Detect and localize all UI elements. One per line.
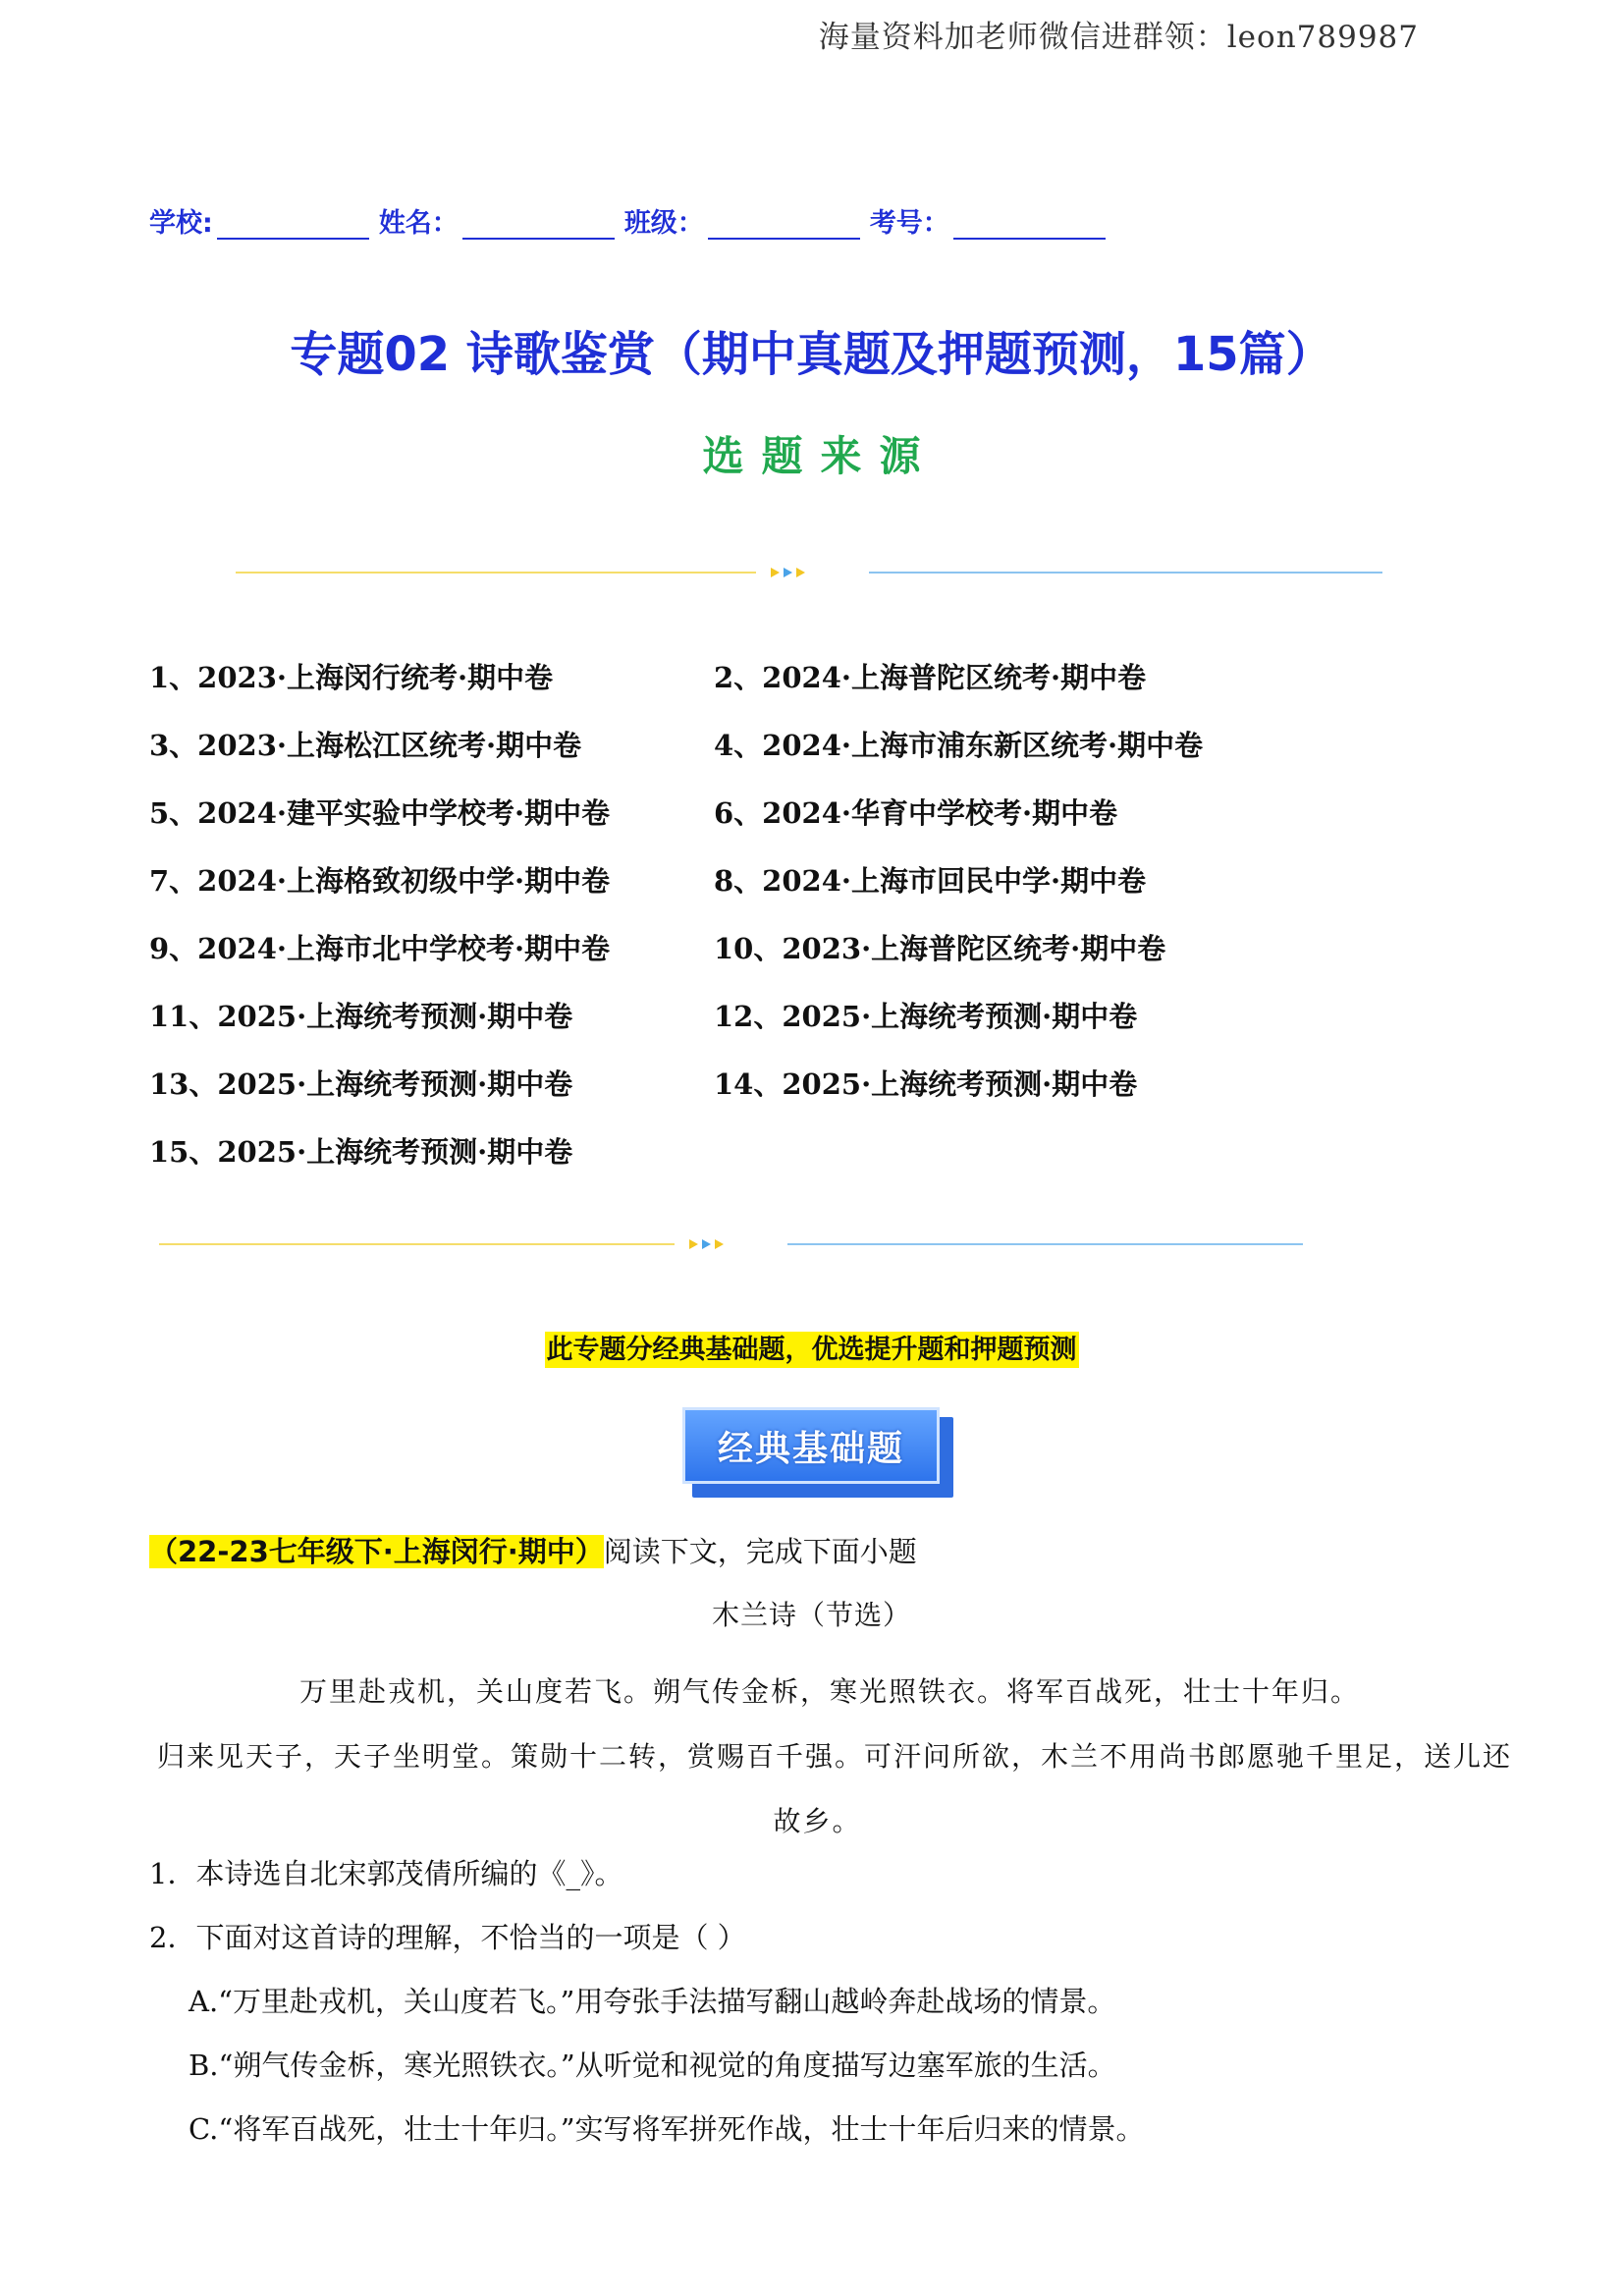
source-item: 8、2024·上海市回民中学·期中卷: [714, 864, 1147, 898]
section-badge: [682, 1407, 953, 1498]
source-item: 3、2023·上海松江区统考·期中卷: [149, 729, 582, 762]
divider-arrow-icon: [715, 1239, 724, 1249]
option-a: A.“万里赴戎机，关山度若飞。”用夸张手法描写翻山越岭奔赴战场的情景。: [189, 1985, 1116, 2018]
class-label: 班级：: [623, 208, 704, 239]
school-label: 学校:: [149, 208, 213, 239]
source-item: 14、2025·上海统考预测·期中卷: [714, 1067, 1138, 1101]
question-item-2: 2．下面对这首诗的理解，不恰当的一项是（ ）: [149, 1921, 746, 1954]
top-divider: [236, 564, 1394, 581]
poem-line: 万里赴戎机，关山度若飞。朔气传金柝，寒光照铁衣。将军百战死，壮士十年归。: [299, 1675, 1361, 1708]
badge-label: 经典基础题: [717, 1428, 904, 1469]
school-blank: [217, 212, 369, 240]
divider-arrow-icon: [784, 568, 792, 577]
source-item: 10、2023·上海普陀区统考·期中卷: [714, 932, 1166, 965]
topic-note-text: 此专题分经典基础题，优选提升题和押题预测: [545, 1332, 1079, 1368]
question-header: [149, 1530, 917, 1570]
source-item: 4、2024·上海市浦东新区统考·期中卷: [714, 729, 1204, 762]
source-item: 12、2025·上海统考预测·期中卷: [714, 1000, 1138, 1033]
question-item-1: 1．本诗选自北宋郭茂倩所编的《_》。: [149, 1857, 623, 1890]
exam-number-blank: [953, 212, 1106, 240]
source-item: 2、2024·上海普陀区统考·期中卷: [714, 661, 1147, 694]
question-instruction: 阅读下文，完成下面小题: [603, 1535, 917, 1568]
badge-face: [682, 1407, 940, 1484]
poem-title: 木兰诗（节选）: [711, 1599, 911, 1631]
source-item: 11、2025·上海统考预测·期中卷: [149, 1000, 573, 1033]
question-source-year: （22-23: [149, 1535, 269, 1568]
divider-arrow-icon: [689, 1239, 698, 1249]
source-item: 15、2025·上海统考预测·期中卷: [149, 1135, 573, 1169]
source-item: 5、2024·建平实验中学校考·期中卷: [149, 796, 611, 830]
exam-number-label: 考号：: [869, 208, 949, 239]
source-item: 6、2024·华育中学校考·期中卷: [714, 796, 1118, 830]
section-subtitle: 选题来源: [702, 432, 939, 480]
question-source-detail: 七年级下·上海闵行·期中）: [268, 1535, 604, 1568]
page-title: 专题02 诗歌鉴赏（期中真题及押题预测，15篇）: [290, 327, 1333, 382]
source-item: 7、2024·上海格致初级中学·期中卷: [149, 864, 611, 898]
poem-body: [157, 1660, 1513, 1854]
divider-arrow-icon: [702, 1239, 711, 1249]
name-blank: [462, 212, 615, 240]
name-label: 姓名：: [378, 208, 459, 239]
topic-note: [0, 1328, 1623, 1366]
poem-line: 归来见天子，天子坐明堂。策勋十二转，赏赐百千强。可汗问所欲，木兰不用尚书郎愿驰千里足，送儿还: [157, 1740, 1513, 1773]
poem-line: 故乡。: [773, 1805, 862, 1837]
source-item: 13、2025·上海统考预测·期中卷: [149, 1067, 573, 1101]
option-b: B.“朔气传金柝，寒光照铁衣。”从听觉和视觉的角度描写边塞军旅的生活。: [189, 2049, 1116, 2082]
divider-arrow-icon: [796, 568, 805, 577]
watermark: 海量资料加老师微信进群领：leon789987: [818, 20, 1419, 55]
source-item: 9、2024·上海市北中学校考·期中卷: [149, 932, 611, 965]
divider-arrow-icon: [771, 568, 780, 577]
bottom-divider: [159, 1235, 1318, 1253]
student-info-row: [149, 201, 1111, 240]
class-blank: [708, 212, 860, 240]
option-c: C.“将军百战死，壮士十年归。”实写将军拼死作战，壮士十年后归来的情景。: [189, 2112, 1145, 2146]
source-item: 1、2023·上海闵行统考·期中卷: [149, 661, 554, 694]
